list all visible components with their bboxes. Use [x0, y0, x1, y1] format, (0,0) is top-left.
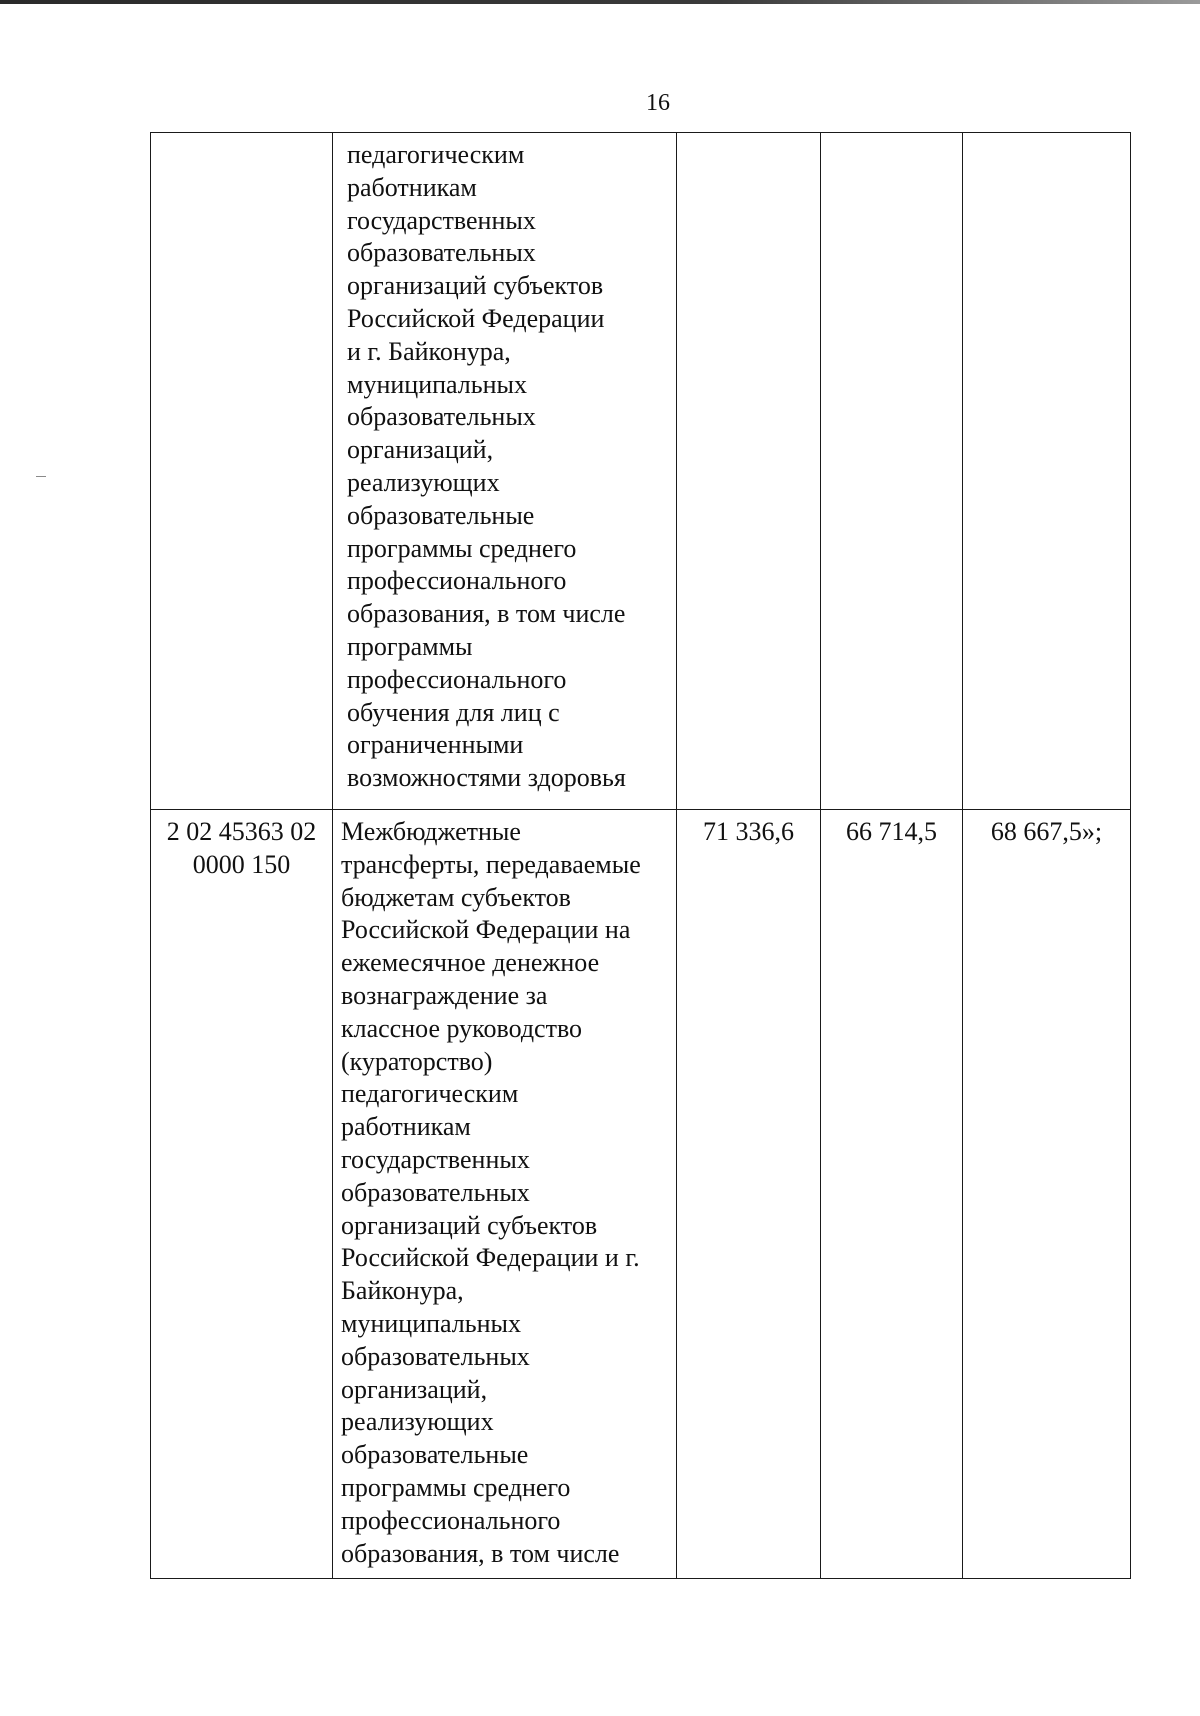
cell-text-line: Российской Федерации: [347, 303, 605, 333]
value-cell-1: 71 336,6: [677, 810, 821, 1579]
table-row: [151, 810, 1131, 1579]
cell-text-line: классное руководство: [341, 1013, 583, 1043]
cell-text-line: работникам: [341, 1112, 471, 1142]
cell-text-line: и г. Байконура,: [347, 336, 511, 366]
cell-text-line: реализующих: [341, 1407, 494, 1437]
cell-text-line: Байконура,: [341, 1276, 464, 1306]
cell-text-line: вознаграждение за: [341, 980, 548, 1010]
cell-text-line: организаций,: [347, 435, 494, 465]
cell-text-line: государственных: [347, 205, 536, 235]
cell-text-line: муниципальных: [341, 1308, 522, 1338]
cell-text-line: образовательные: [347, 500, 535, 530]
cell-text-line: организаций субъектов: [341, 1210, 598, 1240]
cell-text-line: трансферты, передаваемые: [341, 849, 641, 879]
code-cell: [151, 133, 333, 810]
page-number: 16: [646, 90, 670, 116]
cell-text-line: программы среднего: [347, 533, 577, 563]
cell-text-line: муниципальных: [347, 369, 528, 399]
cell-text-line: образовательных: [347, 238, 536, 268]
cell-text-line: бюджетам субъектов: [341, 882, 571, 912]
cell-text-line: образовательных: [341, 1341, 530, 1371]
cell-text-line: Российской Федерации и г.: [341, 1243, 640, 1273]
name-cell: [333, 133, 677, 810]
cell-text-line: образования, в том числе: [341, 1538, 620, 1568]
cell-text-line: организаций,: [341, 1374, 488, 1404]
cell-text-line: профессионального: [341, 1505, 561, 1535]
cell-text-line: образовательных: [341, 1177, 530, 1207]
cell-text-line: образования, в том числе: [347, 599, 626, 629]
cell-text-line: ежемесячное денежное: [341, 948, 600, 978]
scan-artifact: [36, 476, 46, 477]
cell-text-line: реализующих: [347, 467, 500, 497]
table-row: [151, 133, 1131, 810]
cell-text-line: государственных: [341, 1144, 530, 1174]
cell-text-line: образовательных: [347, 402, 536, 432]
cell-text-line: педагогическим: [347, 140, 525, 169]
cell-text-line: возможностями здоровья: [347, 763, 626, 793]
cell-text-line: профессионального: [347, 664, 567, 694]
cell-text-line: организаций субъектов: [347, 271, 604, 301]
name-cell: [333, 810, 677, 1579]
cell-text-line: образовательные: [341, 1440, 529, 1470]
value-cell-3: 68 667,5»;: [963, 810, 1131, 1579]
value-cell-1: [677, 133, 821, 810]
cell-text-line: Межбюджетные: [341, 817, 521, 846]
cell-text-line: 0000 150: [192, 849, 291, 879]
cell-text-line: программы среднего: [341, 1472, 571, 1502]
cell-text-line: педагогическим: [341, 1079, 519, 1109]
value-cell-2: [821, 133, 963, 810]
cell-text-line: программы: [347, 631, 473, 661]
cell-text-line: работникам: [347, 172, 477, 202]
budget-table: [150, 132, 1131, 1579]
cell-text-line: (кураторство): [341, 1046, 493, 1076]
cell-text-line: ограниченными: [347, 730, 524, 760]
value-cell-3: [963, 133, 1131, 810]
cell-text-line: Российской Федерации на: [341, 915, 631, 945]
value-cell-2: 66 714,5: [821, 810, 963, 1579]
cell-text-line: обучения для лиц с: [347, 697, 560, 727]
scan-border: [0, 0, 1200, 4]
cell-text-line: 2 02 45363 02: [166, 817, 317, 846]
code-cell: [151, 810, 333, 1579]
cell-text-line: профессионального: [347, 566, 567, 596]
